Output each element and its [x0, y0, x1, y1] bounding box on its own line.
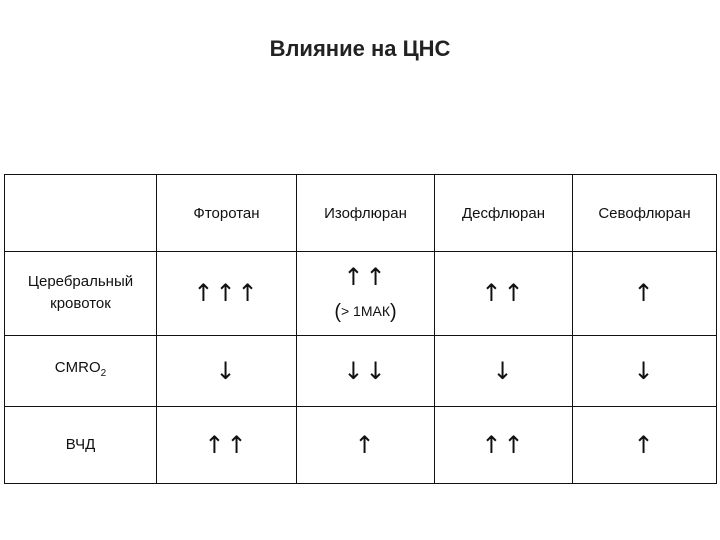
arrow-up-icon: ↑ — [633, 430, 656, 459]
column-header-isoflurane: Изофлюран — [297, 175, 435, 252]
arrow-up-icon: ↑↑ — [343, 262, 388, 291]
anesthetics-cns-table — [4, 174, 717, 484]
mac-note-text: > 1МАК — [340, 302, 390, 319]
row-label-cmro2 — [5, 335, 157, 406]
column-header-sevoflurane: Севофлюран — [573, 175, 717, 252]
isoflurane-mac-note: (> 1МАК) — [334, 300, 397, 323]
cell-cmro2-sevoflurane — [573, 335, 717, 406]
header-corner-cell — [5, 175, 157, 252]
arrow-up-icon: ↑ — [354, 430, 377, 459]
table-row-cmro2 — [5, 335, 717, 406]
row-label-icp: ВЧД — [5, 406, 157, 483]
arrow-up-icon: ↑↑ — [204, 430, 249, 459]
cell-icp-halothane — [157, 406, 297, 483]
cell-blood-flow-halothane — [157, 252, 297, 335]
cell-blood-flow-isoflurane — [297, 252, 435, 335]
column-header-desflurane: Десфлюран — [435, 175, 573, 252]
arrow-down-icon: ↓ — [633, 356, 656, 385]
arrow-up-icon: ↑↑↑ — [193, 279, 260, 308]
row-label-cerebral-blood-flow — [5, 252, 157, 335]
cell-blood-flow-desflurane — [435, 252, 573, 335]
cmro-label-base: CMRO — [54, 358, 101, 376]
cell-cmro2-desflurane — [435, 335, 573, 406]
slide-title: Влияние на ЦНС — [269, 36, 451, 61]
column-header-halothane: Фторотан — [157, 175, 297, 252]
cell-icp-isoflurane — [297, 406, 435, 483]
cell-cmro2-halothane — [157, 335, 297, 406]
table-row-icp — [5, 406, 717, 483]
cell-cmro2-isoflurane — [297, 335, 435, 406]
arrow-down-icon: ↓ — [492, 356, 515, 385]
cell-icp-desflurane — [435, 406, 573, 483]
table-header-row — [5, 175, 717, 252]
cell-icp-sevoflurane — [573, 406, 717, 483]
table-row-cerebral-blood-flow — [5, 252, 717, 335]
arrow-up-icon: ↑ — [633, 279, 656, 308]
row-label-line-1: Церебральный — [27, 273, 134, 291]
arrow-down-icon: ↓ — [215, 356, 238, 385]
arrow-up-icon: ↑↑ — [481, 430, 526, 459]
cmro-label-subscript: 2 — [100, 367, 107, 379]
arrow-up-icon: ↑↑ — [481, 279, 526, 308]
row-label-line-2: кровоток — [50, 295, 111, 313]
arrow-down-icon: ↓↓ — [343, 356, 388, 385]
cell-blood-flow-sevoflurane — [573, 252, 717, 335]
